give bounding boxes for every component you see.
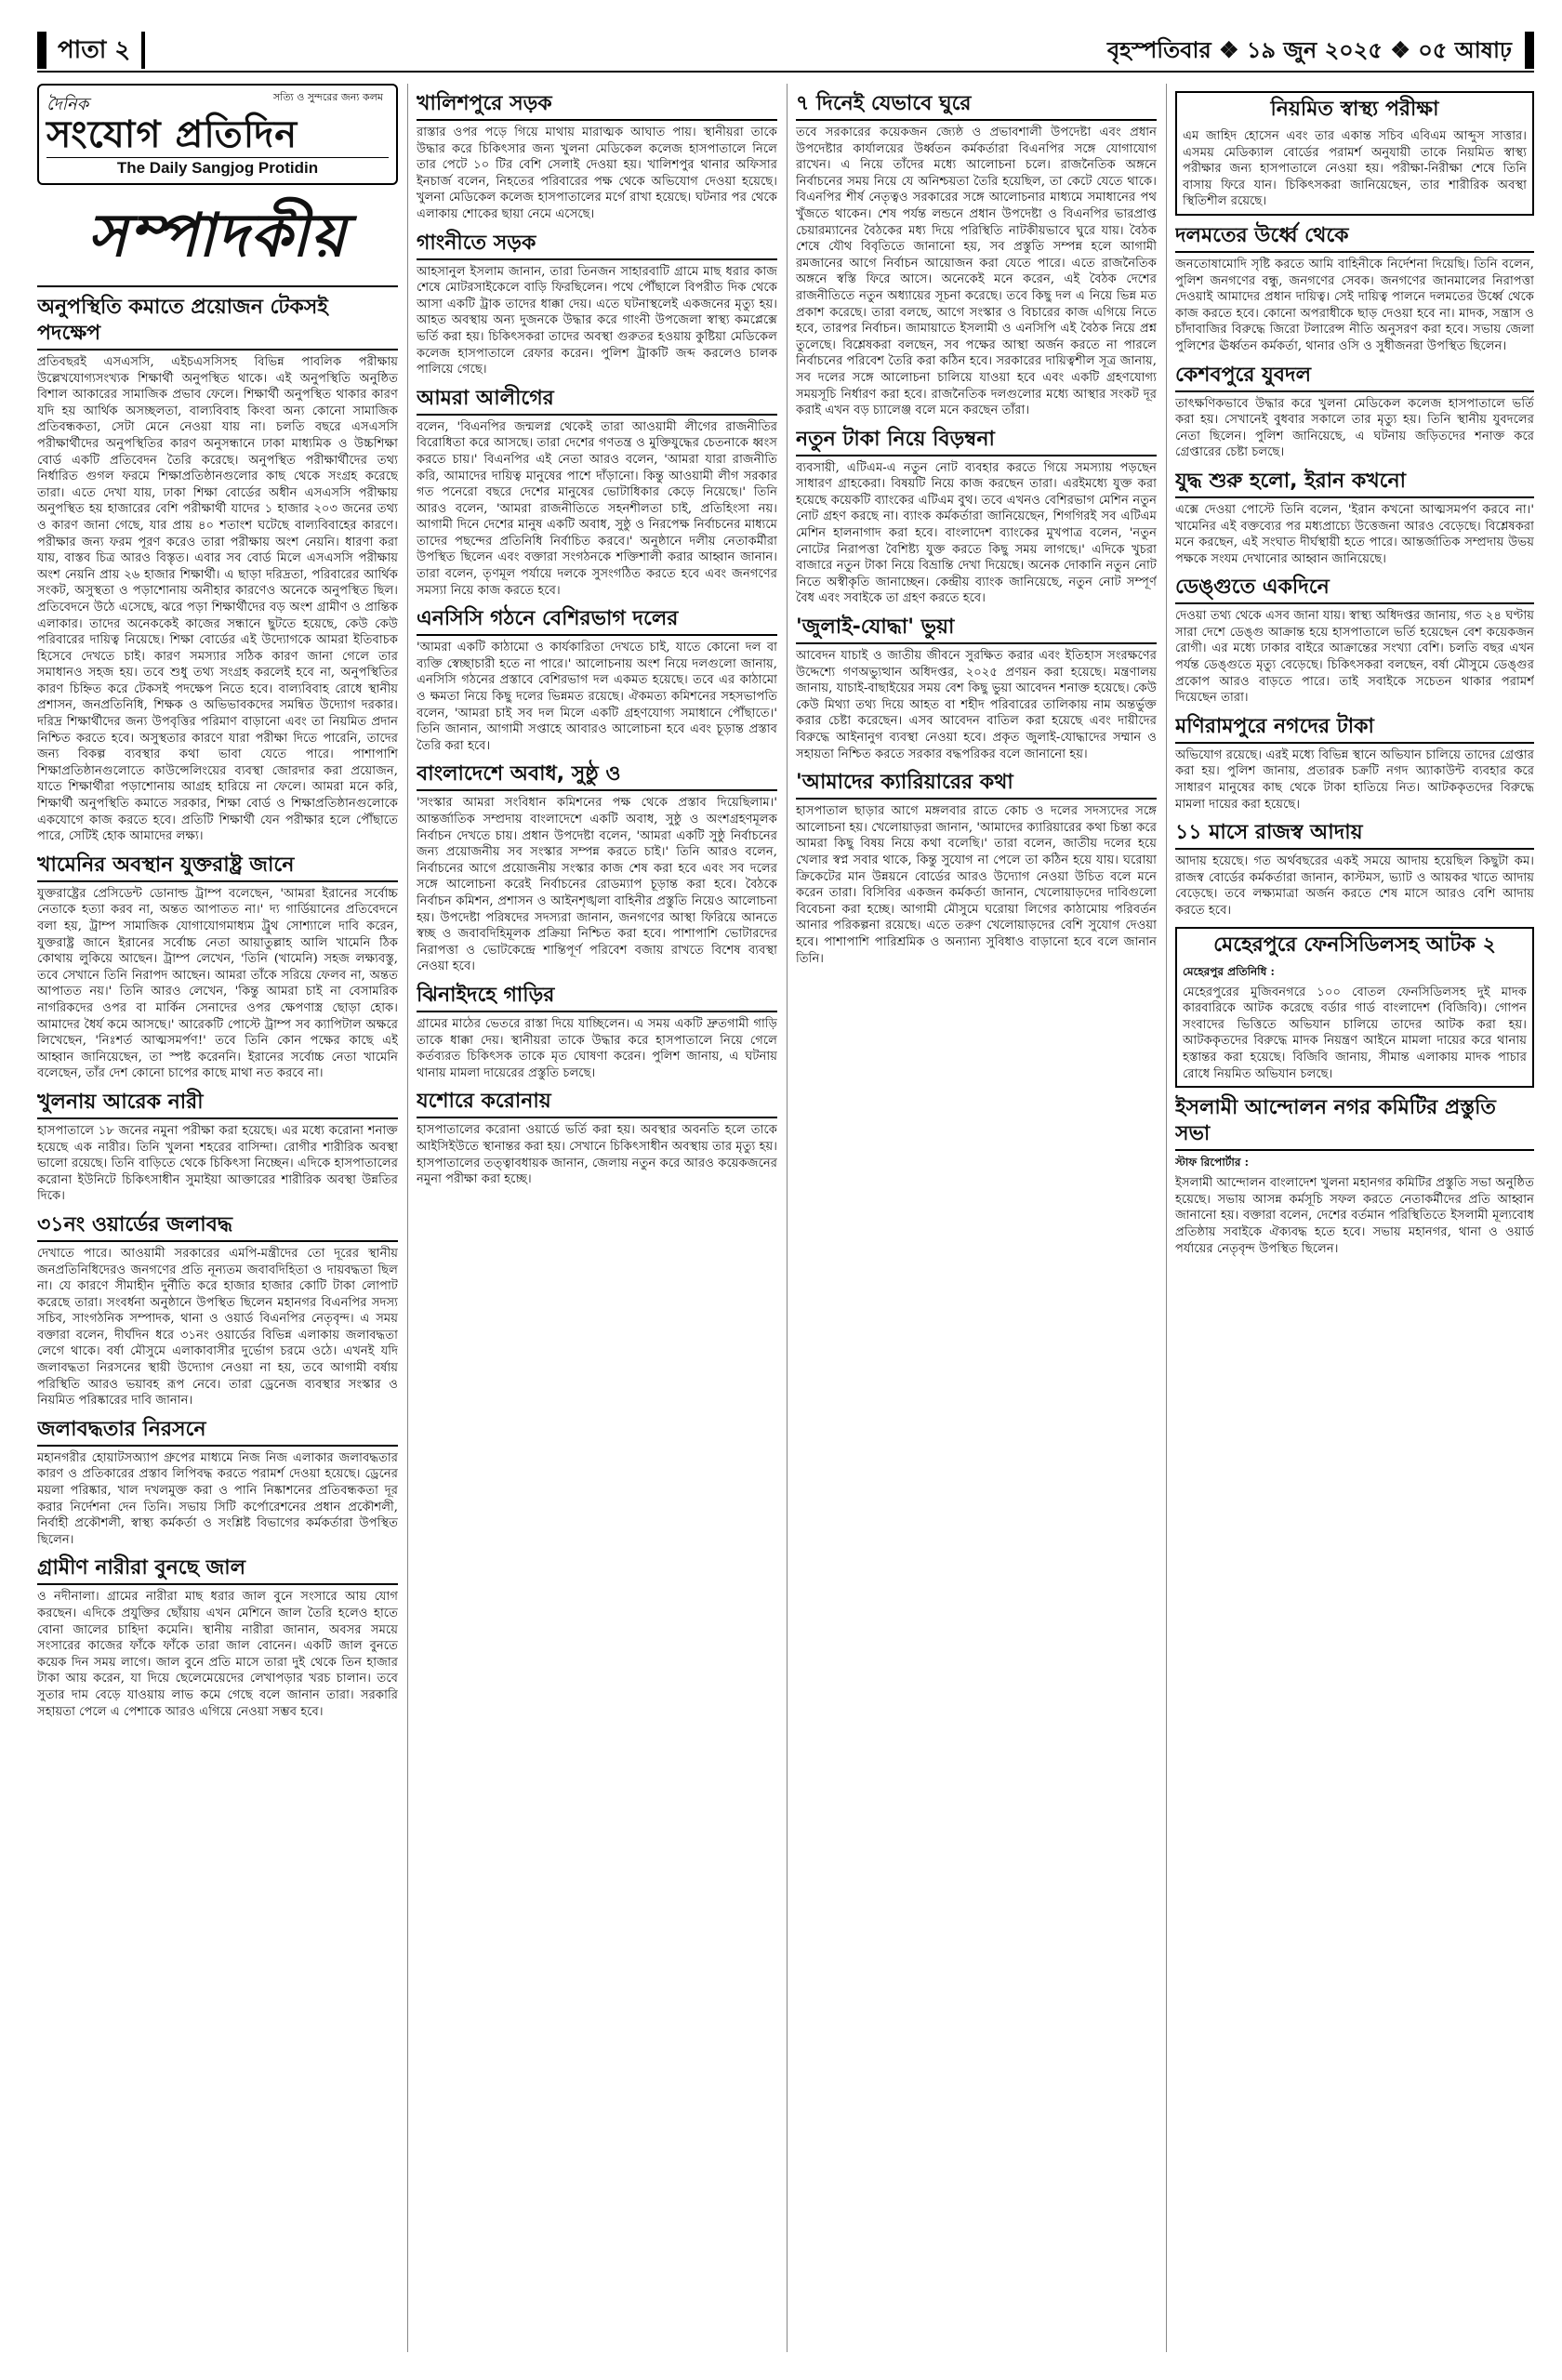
story-headline: খালিশপুরে সড়ক — [417, 91, 777, 121]
masthead-tagline: সত্যি ও সুন্দরের জন্য কলম — [272, 91, 383, 103]
newspaper-page — [37, 28, 1534, 2352]
page-number: পাতা ২ — [37, 32, 145, 69]
story-body: হাসপাতালে ১৮ জনের নমুনা পরীক্ষা করা হয়েছে। এর মধ্যে করোনা শনাক্ত হয়েছে এক নারীর। তিনি খুলনা শহরের বাসিন্দা। রোগীর শারীরিক অবস্থা ভালো রয়েছে। তিনি বাড়িতে থেকে চিকিৎসা নিচ্ছেন। এদিকে হাসপাতালের করোনা ইউনিটে চিকিৎসাধীন সুমাইয়া আক্তারের শারীরিক অবস্থা উন্নতির দিকে। — [37, 1123, 398, 1204]
news-story — [1175, 223, 1534, 355]
masthead-name: সংযোগ প্রতিদিন — [46, 112, 298, 156]
story-headline: 'জুলাই-যোদ্ধা' ভুয়া — [796, 615, 1157, 644]
story-body: আবেদন যাচাই ও জাতীয় জীবনে সুরক্ষিত করার এবং ইতিহাস সংরক্ষণের উদ্দেশ্যে গণঅভ্যুত্থান অধিদপ্তর, ২০২৫ প্রণয়ন করা হয়েছে। মন্ত্রণালয় জানায়, যাচাই-বাছাইয়ের সময় বেশ কিছু ভুয়া আবেদন শনাক্ত হয়েছে। কেউ কেউ মিথ্যা তথ্য দিয়ে আহত বা শহীদ পরিবারের তালিকায় নাম অন্তর্ভুক্ত করার চেষ্টা করেছেন। এসব আবেদন বাতিল করা হয়েছে এবং দায়ীদের বিরুদ্ধে আইনানুগ ব্যবস্থা নেওয়া হবে। প্রকৃত জুলাই-যোদ্ধাদের সম্মান ও সহায়তা নিশ্চিত করতে সরকার বদ্ধপরিকর বলে জানানো হয়। — [796, 649, 1157, 761]
story-body: হাসপাতাল ছাড়ার আগে মঙ্গলবার রাতে কোচ ও দলের সদস্যদের সঙ্গে আলোচনা হয়। খেলোয়াড়রা জানান, 'আমাদের ক্যারিয়ারের কথা চিন্তা করে আমরা কিছু বিষয় নিয়ে কথা বলেছি।' তারা বলেন, জাতীয় দলের হয়ে খেলার স্বপ্ন সবার থাকে, কিন্তু সুযোগ না পেলে তা কঠিন হয়ে যায়। ঘরোয়া ক্রিকেটের মান উন্নয়নে বোর্ডের আরও উদ্যোগ নেওয়া উচিত বলে মনে করেন তারা। বিসিবির একজন কর্মকর্তা জানান, খেলোয়াড়দের দাবিগুলো বিবেচনা করা হচ্ছে। আগামী মৌসুমে ঘরোয়া লিগের কাঠামোয় পরিবর্তন আনার পরিকল্পনা রয়েছে। এতে তরুণ খেলোয়াড়দের বেশি সুযোগ দেওয়া হবে। পাশাপাশি পারিশ্রমিক ও অন্যান্য সুবিধাও বাড়ানো হবে বলে জানান তিনি। — [796, 804, 1157, 966]
story-headline: মেহেরপুরে ফেনসিডিলসহ আটক ২ — [1213, 932, 1496, 957]
masthead-name-english: The Daily Sangjog Protidin — [46, 157, 389, 178]
column-4-stories — [1175, 91, 1534, 1257]
column-2 — [417, 84, 777, 2352]
story-headline: গাংনীতে সড়ক — [417, 231, 777, 260]
story-body: দেখাতে পারে। আওয়ামী সরকারের এমপি-মন্ত্রীদের তো দূরের স্থানীয় জনপ্রতিনিধিদেরও জনগণের প্রতি নূন্যতম জবাবদিহিতা ও দায়বদ্ধতা ছিল না। যে কারণে সীমাহীন দুর্নীতি করে হাজার হাজার কোটি টাকা লোপাট করেছে তারা। সংবর্ধনা অনুষ্ঠানে উপস্থিত ছিলেন মহানগর বিএনপির সদস্য সচিব, সাংগঠনিক সম্পাদক, থানা ও ওয়ার্ড বিএনপির নেতৃবৃন্দ। এ সময় বক্তারা বলেন, দীর্ঘদিন ধরে ৩১নং ওয়ার্ডের বিভিন্ন এলাকায় জলাবদ্ধতা লেগে থাকে। বর্ষা মৌসুমে এলাকাবাসীর দুর্ভোগ চরমে ওঠে। এখনই যদি জলাবদ্ধতা নিরসনের স্থায়ী উদ্যোগ নেওয়া না হয়, তবে আগামী বর্ষায় পরিস্থিতি আরও ভয়াবহ রূপ নেবে। তারা ড্রেনেজ ব্যবস্থার সংস্কার ও নিয়মিত পরিষ্কারের দাবি জানান। — [37, 1246, 398, 1408]
news-story — [37, 1555, 398, 1720]
news-story — [417, 231, 777, 378]
news-story — [1175, 469, 1534, 567]
story-body: জনতোষামোদি সৃষ্টি করতে আমি বাহিনীকে নির্দেশনা দিয়েছি। তিনি বলেন, পুলিশ জনগণের বন্ধু, জনগণের সেবক। জনগণের জানমালের নিরাপত্তা দেওয়াই আমাদের প্রধান দায়িত্ব। সেই দায়িত্ব পালনে দলমতের উর্ধ্বে থেকে কাজ করতে হবে। কোনো অপরাধীকে ছাড় দেওয়া হবে না। মাদক, সন্ত্রাস ও চাঁদাবাজির বিরুদ্ধে জিরো টলারেন্স নীতি অনুসরণ করা হবে। সভায় জেলা পুলিশের ঊর্ধ্বতন কর্মকর্তা, থানার ওসি ও সুধীজনরা উপস্থিত ছিলেন। — [1175, 257, 1534, 353]
story-headline: ৩১নং ওয়ার্ডের জলাবদ্ধ — [37, 1212, 398, 1242]
story-body: অভিযোগ রয়েছে। এরই মধ্যে বিভিন্ন স্থানে অভিযান চালিয়ে তাদের গ্রেপ্তার করা হয়। পুলিশ জানায়, প্রতারক চক্রটি নগদ অ্যাকাউন্ট ব্যবহার করে সাধারণ মানুষের কাছ থেকে টাকা হাতিয়ে নিত। আটককৃতদের বিরুদ্ধে মামলা দায়ের করা হয়েছে। — [1175, 747, 1534, 812]
news-story — [1175, 714, 1534, 813]
story-headline: এনসিসি গঠনে বেশিরভাগ দলের — [417, 606, 777, 636]
column-1 — [37, 84, 398, 2352]
column-3-stories — [796, 91, 1157, 967]
news-story — [417, 1089, 777, 1187]
column-2-stories — [417, 91, 777, 1188]
column-3 — [796, 84, 1157, 2352]
news-story — [796, 615, 1157, 762]
column-1-stories — [37, 853, 398, 1720]
story-body: গ্রামের মাঠের ভেতরে রাস্তা দিয়ে যাচ্ছিলেন। এ সময় একটি দ্রুতগামী গাড়ি তাকে ধাক্কা দেয়। স্থানীয়রা তাকে উদ্ধার করে হাসপাতালে নিয়ে গেলে কর্তব্যরত চিকিৎসক তাকে মৃত ঘোষণা করেন। পুলিশ জানায়, এ ঘটনায় থানায় মামলা দায়েরের প্রস্তুতি চলছে। — [417, 1016, 777, 1080]
story-body: তবে সরকারের কয়েকজন জ্যেষ্ঠ ও প্রভাবশালী উপদেষ্টা এবং প্রধান উপদেষ্টার কার্যালয়ের উর্ধ্বতন কর্মকর্তারা বিএনপির সঙ্গে যোগাযোগ রাখেন। এ নিয়ে তাঁদের মধ্যে আলোচনা চলে। রাজনৈতিক অঙ্গনে নির্বাচনের সময় নিয়ে যে অনিশ্চয়তা তৈরি হয়েছিল, তা কেটে যেতে থাকে। বিএনপির শীর্ষ নেতৃত্বও সরকারের সঙ্গে আলোচনার মাধ্যমে সমাধানের পথ খুঁজতে থাকেন। শেষ পর্যন্ত লন্ডনে প্রধান উপদেষ্টা ও বিএনপির ভারপ্রাপ্ত চেয়ারম্যানের বৈঠকের মধ্য দিয়ে পরিস্থিতি নাটকীয়ভাবে ঘুরে যায়। বৈঠক শেষে যৌথ বিবৃতিতে জানানো হয়, সব প্রস্তুতি সম্পন্ন হলে আগামী রমজানের আগে নির্বাচন আয়োজন করা যেতে পারে। এতে রাজনৈতিক অঙ্গনে স্বস্তি ফিরে আসে। অনেকেই মনে করেন, এই বৈঠক দেশের রাজনীতিতে নতুন অধ্যায়ের সূচনা করেছে। তবে কিছু দল এ নিয়ে ভিন্ন মত প্রকাশ করেছে। তারা বলছে, আগে সংস্কার ও বিচারের কাজ এগিয়ে নিতে হবে, তারপর নির্বাচন। জামায়াতে ইসলামী ও এনসিপি এই বৈঠক নিয়ে প্রশ্ন তুলেছে। বিশ্লেষকরা বলছেন, সব পক্ষের আস্থা অর্জন করতে না পারলে নির্বাচনের পরিবেশ তৈরি করা কঠিন হবে। সরকারের দায়িত্বশীল সূত্র জানায়, সব দলের সঙ্গে আলোচনা চালিয়ে যাওয়া হবে এবং একটি গ্রহণযোগ্য সময়সূচি নির্ধারণ করা হবে। রাজনৈতিক দলগুলোর মধ্যে আস্থার সংকট দূর করাই এখন বড় চ্যালেঞ্জ বলে মনে করছেন তাঁরা। — [796, 126, 1157, 418]
masthead — [37, 84, 398, 185]
story-body: এম জাহিদ হোসেন এবং তার একান্ত সচিব এবিএম আব্দুস সাত্তার। এসময় মেডিক্যাল বোর্ডের পরামর্শ অনুযায়ী তাকে নিয়মিত স্বাস্থ্য পরীক্ষার জন্য হাসপাতালে নেওয়া হয়। পরীক্ষা-নিরীক্ষা শেষে তিনি বাসায় ফিরে যান। চিকিৎসকরা জানিয়েছেন, তার শারীরিক অবস্থা স্থিতিশীল রয়েছে। — [1183, 129, 1527, 209]
story-body: এক্সে দেওয়া পোস্টে তিনি বলেন, 'ইরান কখনো আত্মসমর্পণ করবে না।' খামেনির এই বক্তব্যের পর মধ্যপ্রাচ্যে উত্তেজনা আরও বেড়েছে। বিশ্লেষকরা মনে করছেন, এই সংঘাত দীর্ঘস্থায়ী হতে পারে। আন্তর্জাতিক সম্প্রদায় উভয় পক্ষকে সংযম দেখানোর আহ্বান জানিয়েছে। — [1175, 502, 1534, 566]
story-headline: কেশবপুরে যুবদল — [1175, 363, 1534, 392]
story-headline: নতুন টাকা নিয়ে বিড়ম্বনা — [796, 427, 1157, 456]
story-body: বলেন, 'বিএনপির জন্মলগ্ন থেকেই তারা আওয়ামী লীগের রাজনীতির বিরোধিতা করে আসছে। তারা দেশের গণতন্ত্র ও মুক্তিযুদ্ধের চেতনাকে ধ্বংস করতে চায়।' বিএনপির এই নেতা আরও বলেন, 'আমরা যারা রাজনীতি করি, আমাদের দায়িত্ব মানুষের পাশে দাঁড়ানো। কিন্তু আওয়ামী লীগ সরকার গত পনেরো বছরে দেশের মানুষের ভোটাধিকার কেড়ে নিয়েছে।' তিনি আরও বলেন, 'আমরা রাজনীতিতে সহনশীলতা চাই, প্রতিহিংসা নয়। আগামী দিনে দেশের মানুষ একটি অবাধ, সুষ্ঠু ও নিরপেক্ষ নির্বাচনের মাধ্যমে তাদের পছন্দের প্রতিনিধি নির্বাচিত করবে।' অনুষ্ঠানে দলীয় নেতাকর্মীরা উপস্থিত ছিলেন এবং বক্তারা সংগঠনকে শক্তিশালী করার আহ্বান জানান। তারা বলেন, তৃণমূল পর্যায়ে দলকে সুসংগঠিত করতে হবে এবং জনগণের সমস্যা নিয়ে কাজ করতে হবে। — [417, 419, 777, 598]
column-divider — [787, 84, 788, 2352]
news-story — [417, 606, 777, 754]
news-story — [1175, 1095, 1534, 1257]
story-headline: 'আমাদের ক্যারিয়ারের কথা — [796, 770, 1157, 800]
story-body: 'সংস্কার আমরা সংবিধান কমিশনের পক্ষ থেকে প্রস্তাব দিয়েছিলাম।' আন্তর্জাতিক সম্প্রদায় বাংলাদেশে একটি অবাধ, সুষ্ঠু ও অংশগ্রহণমূলক নির্বাচন দেখতে চায়। প্রধান উপদেষ্টা বলেন, 'আমরা একটি সুষ্ঠু নির্বাচনের জন্য প্রয়োজনীয় সব সংস্কার সম্পন্ন করতে চাই।' তিনি আরও বলেন, নির্বাচনের আগে প্রয়োজনীয় সংস্কার কাজ শেষ করা হবে এবং সব দলের সঙ্গে আলোচনা করেই নির্বাচনের রোডম্যাপ চূড়ান্ত করা হবে। বৈঠকে নির্বাচন কমিশন, প্রশাসন ও আইনশৃঙ্খলা বাহিনীর প্রস্তুতি নিয়েও আলোচনা হয়। উপদেষ্টা পরিষদের সদস্যরা জানান, জনগণের আস্থা ফিরিয়ে আনতে স্বচ্ছ ও জবাবদিহিমূলক প্রক্রিয়া নিশ্চিত করা হবে। পাশাপাশি ভোটারদের নিরাপত্তা ও ভোটকেন্দ্রে শান্তিপূর্ণ পরিবেশ বজায় রাখতে বিশেষ ব্যবস্থা নেওয়া হবে। — [417, 796, 777, 974]
story-headline: জলাবদ্ধতার নিরসনে — [37, 1417, 398, 1447]
news-story — [1175, 91, 1534, 216]
story-body: ব্যবসায়ী, এটিএম-এ নতুন নোট ব্যবহার করতে গিয়ে সমস্যায় পড়ছেন সাধারণ গ্রাহকেরা। বিষয়টি নিয়ে কাজ করছেন তারা। এরইমধ্যে যুক্ত করা হয়েছে কয়েকটি ব্যাংকের এটিএম বুথ। তবে এখনও বেশিরভাগ মেশিন নতুন নোট গ্রহণ করছে না। ব্যাংক কর্মকর্তারা জানিয়েছেন, শিগগিরই সব এটিএম মেশিন হালনাগাদ করা হবে। বাংলাদেশ ব্যাংকের মুখপাত্র বলেন, 'নতুন নোটের নিরাপত্তা বৈশিষ্ট্য যুক্ত করতে কিছু সময় লাগছে।' এদিকে খুচরা বাজারে নতুন টাকা নিয়ে বিভ্রান্তি দেখা দিয়েছে। অনেক দোকানি নতুন নোট নিতে অস্বীকৃতি জানাচ্ছেন। কেন্দ্রীয় ব্যাংক জানিয়েছে, নতুন নোট সম্পূর্ণ বৈধ এবং সবাইকে তা গ্রহণ করতে হবে। — [796, 460, 1157, 606]
news-story — [37, 1417, 398, 1549]
column-divider — [1166, 84, 1167, 2352]
story-body: রাস্তার ওপর পড়ে গিয়ে মাথায় মারাত্মক আঘাত পায়। স্থানীয়রা তাকে উদ্ধার করে চিকিৎসার জন্য খুলনা মেডিকেল কলেজ হাসপাতালে নিলে তার পেটে ১০ টির বেশি সেলাই দেওয়া হয়। খালিশপুর থানার অফিসার ইনচার্জ বলেন, নিহতের পরিবারের পক্ষ থেকে অভিযোগ দেওয়া হয়েছে। খুলনা মেডিকেল কলেজ হাসপাতালের মর্গে রাখা হয়েছে। ঘটনার পর থেকে এলাকায় শোকের ছায়া নেমে এসেছে। — [417, 126, 777, 221]
story-headline: গ্রামীণ নারীরা বুনছে জাল — [37, 1555, 398, 1585]
story-headline: ঝিনাইদহে গাড়ির — [417, 983, 777, 1012]
story-headline: নিয়মিত স্বাস্থ্য পরীক্ষা — [1270, 98, 1439, 121]
story-headline: আমরা আলীগের — [417, 386, 777, 416]
news-story — [417, 386, 777, 600]
news-story — [1175, 363, 1534, 461]
story-body: 'আমরা একটি কাঠামো ও কার্যকারিতা দেখতে চাই, যাতে কোনো দল বা ব্যক্তি স্বেচ্ছাচারী হতে না পারে।' আলোচনায় অংশ নিয়ে দলগুলো জানায়, এনসিসি গঠনের প্রস্তাবে বেশিরভাগ দল একমত হয়েছে। তবে এর কাঠামো ও ক্ষমতা নিয়ে কিছু দলের ভিন্নমত রয়েছে। ঐকমত্য কমিশনের সহসভাপতি বলেন, 'আমরা চাই সব দল মিলে একটি গ্রহণযোগ্য সমাধানে পৌঁছাতে।' তিনি জানান, আগামী সপ্তাহে আবারও আলোচনা হবে এবং চূড়ান্ত প্রস্তাব তৈরি করা হবে। — [417, 641, 777, 753]
story-headline: খামেনির অবস্থান যুক্তরাষ্ট্র জানে — [37, 853, 398, 882]
story-byline: স্টাফ রিপোর্টার : — [1175, 1156, 1250, 1170]
story-headline: দলমতের উর্ধ্বে থেকে — [1175, 223, 1534, 253]
story-body: তাৎক্ষণিকভাবে উদ্ধার করে খুলনা মেডিকেল কলেজ হাসপাতালে ভর্তি করা হয়। সেখানেই বুধবার সকালে তার মৃত্যু হয়। তিনি স্থানীয় যুবদলের নেতা ছিলেন। পুলিশ জানিয়েছে, এ ঘটনায় জড়িতদের শনাক্ত করে গ্রেপ্তারের চেষ্টা চলছে। — [1175, 396, 1534, 460]
news-story — [37, 1212, 398, 1409]
story-headline: ১১ মাসে রাজস্ব আদায় — [1175, 820, 1534, 850]
news-story — [417, 91, 777, 223]
story-body: ইসলামী আন্দোলন বাংলাদেশ খুলনা মহানগর কমিটির প্রস্তুতি সভা অনুষ্ঠিত হয়েছে। সভায় আসন্ন কর্মসূচি সফল করতে নেতাকর্মীদের প্রতি আহ্বান জানানো হয়। বক্তারা বলেন, দেশের বর্তমান পরিস্থিতিতে ইসলামী মূল্যবোধ প্রতিষ্ঠায় সবাইকে ঐক্যবদ্ধ হতে হবে। সভায় মহানগর, থানা ও ওয়ার্ড পর্যায়ের নেতৃবৃন্দ উপস্থিত ছিলেন। — [1175, 1176, 1534, 1256]
news-story — [796, 427, 1157, 607]
dateline: বৃহস্পতিবার ❖ ১৯ জুন ২০২৫ ❖ ০৫ আষাঢ় — [1094, 32, 1534, 69]
story-byline: মেহেরপুর প্রতিনিধি : — [1183, 964, 1275, 978]
story-body: মহানগরীর হোয়াটসঅ্যাপ গ্রুপের মাধ্যমে নিজ নিজ এলাকার জলাবদ্ধতার কারণ ও প্রতিকারের প্রস্তাব লিপিবদ্ধ করতে পরামর্শ দেওয়া হয়েছে। ড্রেনের ময়লা পরিষ্কার, খাল দখলমুক্ত করা ও পানি নিষ্কাশনের প্রতিবন্ধকতা দূর করার নির্দেশনা দেন তিনি। সভায় সিটি কর্পোরেশনের প্রধান প্রকৌশলী, নির্বাহী প্রকৌশলী, স্বাস্থ্য কর্মকর্তা ও সংশ্লিষ্ট বিভাগের কর্মকর্তারা উপস্থিত ছিলেন। — [37, 1450, 398, 1547]
news-story — [1175, 927, 1534, 1089]
news-story — [1175, 820, 1534, 919]
column-divider — [407, 84, 408, 2352]
story-headline: যশোরে করোনায় — [417, 1089, 777, 1118]
news-story — [417, 761, 777, 975]
story-body: আহসানুল ইসলাম জানান, তারা তিনজন সাহারবাটি গ্রামে মাছ ধরার কাজ শেষে মোটরসাইকেলে বাড়ি ফিরছিলেন। পথে পৌঁছালে বিপরীত দিক থেকে আসা একটি ট্রাক তাদের ধাক্কা দেয়। এতে ঘটনাস্থলেই একজনের মৃত্যু হয়। আহত অবস্থায় অন্য দুজনকে উদ্ধার করে গাংনী উপজেলা স্বাস্থ্য কমপ্লেক্সে ভর্তি করা হয়। চিকিৎসকরা তাদের অবস্থা গুরুতর হওয়ায় কুষ্টিয়া মেডিকেল কলেজ হাসপাতালে রেফার করেন। পুলিশ ট্রাকটি জব্দ করলেও চালক পালিয়ে গেছে। — [417, 264, 777, 377]
story-body: ও নদীনালা। গ্রামের নারীরা মাছ ধরার জাল বুনে সংসারে আয় যোগ করছেন। এদিকে প্রযুক্তির ছোঁয়ায় এখন মেশিনে জাল তৈরি হলেও হাতে বোনা জালের চাহিদা কমেনি। স্থানীয় নারীরা জানান, অবসর সময়ে সংসারের কাজের ফাঁকে ফাঁকে তারা জাল বোনেন। একটি জাল বুনতে কয়েক দিন সময় লাগে। জাল বুনে প্রতি মাসে তারা দুই থেকে তিন হাজার টাকা আয় করেন, যা দিয়ে ছেলেমেয়েদের লেখাপড়ার খরচ চালান। তবে সুতার দাম বেড়ে যাওয়ায় লাভ কমে গেছে বলে জানান তারা। সরকারি সহায়তা পেলে এ পেশাকে আরও এগিয়ে নেওয়া সম্ভব হবে। — [37, 1590, 398, 1719]
masthead-daily: দৈনিক — [46, 95, 89, 114]
editorial-body: প্রতিবছরই এসএসসি, এইচএসসিসহ বিভিন্ন পাবলিক পরীক্ষায় উল্লেখযোগ্যসংখ্যক শিক্ষার্থী অনুপস্থিত থাকে। এই অনুপস্থিতি অনুষ্ঠিত বিশাল আকারের সামাজিক প্রভাব ফেলে। শিক্ষার্থী অনুপস্থিত থাকার কারণ যদি হয় আর্থিক অসচ্ছলতা, বাল্যবিবাহ কিংবা অন্য কোনো সামাজিক প্রতিবন্ধকতা, সেটা মেনে নেওয়া যায় না। চলতি বছরে এসএসসি পরীক্ষার্থীদের অনুপস্থিতির কারণ অনুসন্ধানে ঢাকা মাধ্যমিক ও উচ্চশিক্ষা বোর্ড একটি প্রতিবেদন তৈরি করেছে। অনুপস্থিত পরীক্ষার্থীদের তথ্য নির্ধারিত গুগল ফরমে শিক্ষাপ্রতিষ্ঠানগুলোর কাছ থেকে সংগ্রহ করেছে তারা। এতে দেখা যায়, ঢাকা শিক্ষা বোর্ডের অধীন এসএসসি পরীক্ষায় অনুপস্থিত হয় হাজারের বেশি পরীক্ষার্থী যাদের ১ হাজার ২০৩ জনের তথ্য ও কারণ জানা গেছে, যার প্রায় ৪০ শতাংশ ঘটেছে বাল্যবিবাহের কারণে। পরীক্ষার জন্য ফরম পূরণ করেও তারা পরীক্ষায় অংশ নেয়নি। ধারণা করা যায়, বাস্তব চিত্র আরও বিস্তৃত। এবার সব বোর্ড মিলে এসএসসি পরীক্ষায় অংশ নেয়নি প্রায় ২৬ হাজার শিক্ষার্থী। এ ছাড়া দরিদ্রতা, পরিবারের আর্থিক সংকট, অসুস্থতা ও পড়াশোনায় অনীহার কারণেও অনেকে অনুপস্থিত ছিল। প্রতিবেদনে উঠে এসেছে, ঝরে পড়া শিক্ষার্থীদের বড় অংশ গ্রামীণ ও প্রান্তিক এলাকার। তাদের অনেককেই কাজের সন্ধানে ছুটতে হয়েছে, কেউ কেউ পরিবারের দায়িত্ব নিয়েছে। শিক্ষা বোর্ডের এই উদ্যোগকে আমরা ইতিবাচক হিসেবে দেখতে চাই। কারণ সমস্যার সঠিক কারণ জানা গেলে তার সমাধানও সহজ হয়। তবে শুধু তথ্য সংগ্রহ করলেই হবে না, অনুপস্থিতির কারণ চিহ্নিত করে টেকসই পদক্ষেপ নিতে হবে। বাল্যবিবাহ রোধে স্থানীয় প্রশাসন, জনপ্রতিনিধি, শিক্ষক ও অভিভাবকদের সমন্বিত উদ্যোগ দরকার। দরিদ্র শিক্ষার্থীদের জন্য উপবৃত্তির পরিমাণ বাড়ানো এবং তা নিয়মিত প্রদান নিশ্চিত করতে হবে। অসুস্থতার কারণে যারা পরীক্ষা দিতে পারেনি, তাদের জন্য বিকল্প ব্যবস্থার কথা ভাবা যেতে পারে। পাশাপাশি শিক্ষাপ্রতিষ্ঠানগুলোতে কাউন্সেলিংয়ের ব্যবস্থা জোরদার করা প্রয়োজন, যাতে শিক্ষার্থীরা পড়াশোনায় আগ্রহ হারিয়ে না ফেলে। আমরা মনে করি, শিক্ষার্থী অনুপস্থিতি কমাতে সরকার, শিক্ষা বোর্ড ও শিক্ষাপ্রতিষ্ঠানগুলোকে একযোগে কাজ করতে হবে। প্রতিটি শিক্ষার্থী যেন পরীক্ষার হলে পৌঁছাতে পারে, সেটিই হোক আমাদের লক্ষ্য। — [37, 355, 398, 844]
story-headline: ইসলামী আন্দোলন নগর কমিটির প্রস্তুতি সভা — [1175, 1095, 1534, 1151]
story-headline: মণিরামপুরে নগদের টাকা — [1175, 714, 1534, 744]
story-headline: বাংলাদেশে অবাধ, সুষ্ঠু ও — [417, 761, 777, 791]
story-body: মেহেরপুরের মুজিবনগরে ১০০ বোতল ফেনসিডিলসহ দুই মাদক কারবারিকে আটক করেছে বর্ডার গার্ড বাংলাদেশ (বিজিবি)। গোপন সংবাদের ভিত্তিতে অভিযান চালিয়ে তাদের আটক করা হয়। আটককৃতদের বিরুদ্ধে মাদক নিয়ন্ত্রণ আইনে মামলা দায়ের করে থানায় হস্তান্তর করা হয়েছে। বিজিবি জানায়, সীমান্ত এলাকায় মাদক পাচার রোধে নিয়মিত অভিযান চলছে। — [1183, 985, 1527, 1081]
news-story — [796, 770, 1157, 967]
story-body: হাসপাতালের করোনা ওয়ার্ডে ভর্তি করা হয়। অবস্থার অবনতি হলে তাকে আইসিইউতে স্থানান্তর করা হয়। সেখানে চিকিৎসাধীন অবস্থায় তার মৃত্যু হয়। হাসপাতালের তত্ত্বাবধায়ক জানান, জেলায় নতুন করে আরও কয়েকজনের নমুনা পরীক্ষা করা হচ্ছে। — [417, 1123, 777, 1187]
page-header — [37, 28, 1534, 73]
news-story — [37, 853, 398, 1082]
story-headline: যুদ্ধ শুরু হলো, ইরান কখনো — [1175, 469, 1534, 498]
column-4 — [1175, 84, 1534, 2352]
news-story — [417, 983, 777, 1081]
news-story — [796, 91, 1157, 419]
editorial-section-title: সম্পাদকীয় — [37, 194, 398, 287]
news-story — [1175, 575, 1534, 707]
editorial-headline: অনুপস্থিতি কমাতে প্রয়োজন টেকসই পদক্ষেপ — [37, 295, 398, 350]
story-headline: ডেঙ্গুতে একদিনে — [1175, 575, 1534, 604]
story-headline: খুলনায় আরেক নারী — [37, 1090, 398, 1119]
story-body: আদায় হয়েছে। গত অর্থবছরের একই সময়ে আদায় হয়েছিল কিছুটা কম। রাজস্ব বোর্ডের কর্মকর্তারা জানান, কাস্টমস, ভ্যাট ও আয়কর খাতে আদায় বেড়েছে। তবে লক্ষ্যমাত্রা অর্জন করতে শেষ মাসে আরও বেশি আদায় করতে হবে। — [1175, 854, 1534, 918]
story-body: যুক্তরাষ্ট্রের প্রেসিডেন্ট ডোনাল্ড ট্রাম্প বলেছেন, 'আমরা ইরানের সর্বোচ্চ নেতাকে হত্যা করব না, অন্তত আপাতত না।' দ্য গার্ডিয়ানের প্রতিবেদনে বলা হয়, ট্রাম্প সামাজিক যোগাযোগমাধ্যম ট্রুথ সোশ্যালে দাবি করেন, যুক্তরাষ্ট্র জানে ইরানের সর্বোচ্চ নেতা আয়াতুল্লাহ আলি খামেনি ঠিক কোথায় লুকিয়ে আছেন। ট্রাম্প লেখেন, 'তিনি (খামেনি) সহজ লক্ষ্যবস্তু, তবে সেখানে তিনি নিরাপদ আছেন। আমরা তাঁকে সরিয়ে ফেলব না, অন্তত আপাতত নয়।' তিনি আরও লেখেন, 'কিন্তু আমরা চাই না বেসামরিক নাগরিকদের ওপর বা মার্কিন সেনাদের ওপর ক্ষেপণাস্ত্র ছোড়া হোক। আমাদের ধৈর্য কমে আসছে।' আরেকটি পোস্টে ট্রাম্প সব ক্যাপিটাল অক্ষরে লিখেছেন, 'নিঃশর্ত আত্মসমর্পণ!' তবে তিনি কোন পক্ষের কাছে এই আহ্বান জানিয়েছেন, তা স্পষ্ট করেননি। ইরানের সর্বোচ্চ নেতা খামেনি বলেছেন, তাঁর দেশ কোনো চাপের কাছে মাথা নত করবে না। — [37, 886, 398, 1081]
story-headline: ৭ দিনেই যেভাবে ঘুরে — [796, 91, 1157, 121]
news-story — [37, 1090, 398, 1205]
story-body: দেওয়া তথ্য থেকে এসব জানা যায়। স্বাস্থ্য অধিদপ্তর জানায়, গত ২৪ ঘণ্টায় সারা দেশে ডেঙ্গু আক্রান্ত হয়ে হাসপাতালে ভর্তি হয়েছেন বেশ কয়েকজন রোগী। এর মধ্যে ঢাকার বাইরে আক্রান্তের সংখ্যা বেশি। চলতি বছর এখন পর্যন্ত ডেঙ্গুতে মৃত্যু বেড়েছে। চিকিৎসকরা বলছেন, বর্ষা মৌসুমে ডেঙ্গুর প্রকোপ আরও বাড়তে পারে। তাই সবাইকে সচেতন থাকার পরামর্শ দিয়েছেন তারা। — [1175, 609, 1534, 706]
